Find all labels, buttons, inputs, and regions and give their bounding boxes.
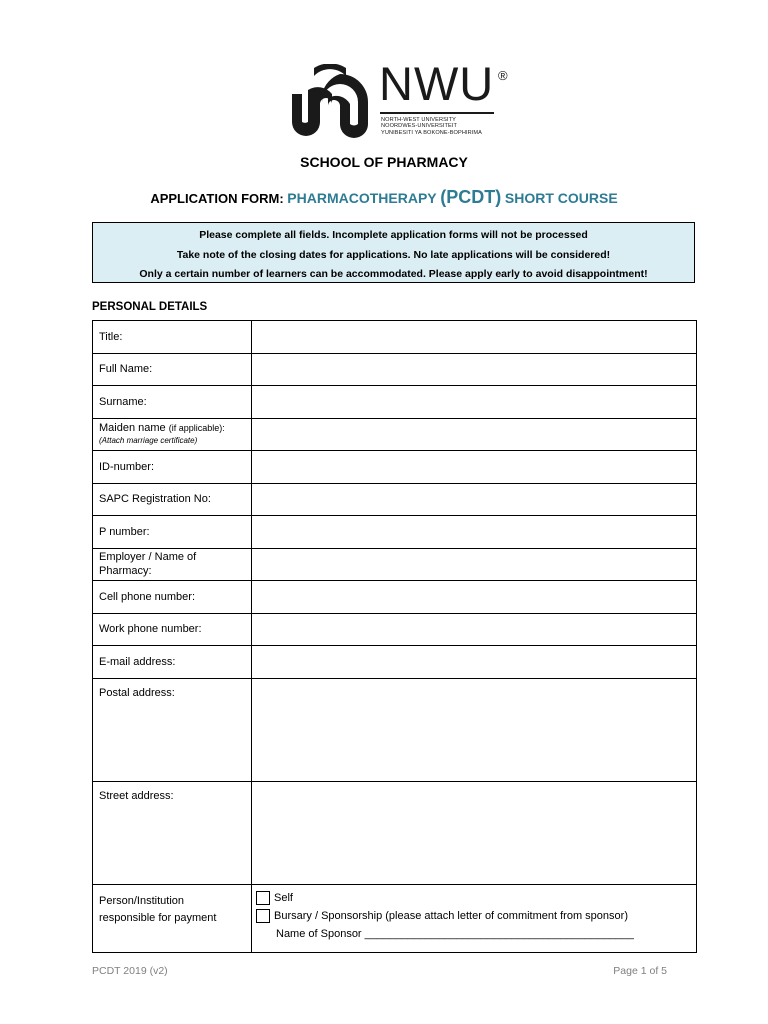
cell-phone-label: Cell phone number: xyxy=(93,581,252,614)
email-label: E-mail address: xyxy=(93,646,252,679)
table-row xyxy=(93,418,697,451)
table-row xyxy=(93,613,697,646)
table-row xyxy=(93,781,697,884)
street-address-field[interactable] xyxy=(252,781,697,884)
notice-box xyxy=(92,222,695,283)
logo-divider xyxy=(380,112,494,114)
payment-label: Person/Institution responsible for payment xyxy=(93,884,252,952)
payment-option-bursary xyxy=(256,907,692,925)
self-label: Self xyxy=(274,891,293,904)
title-label: Title: xyxy=(93,321,252,354)
table-row xyxy=(93,678,697,781)
bursary-label: Bursary / Sponsorship (please attach letter of commitment from sponsor) xyxy=(274,909,628,922)
employer-field[interactable] xyxy=(252,548,697,581)
nwu-logo xyxy=(290,57,512,142)
nwu-emblem-icon xyxy=(290,64,370,138)
notice-line: Take note of the closing dates for applications. No late applications will be considered! xyxy=(176,248,611,261)
table-row xyxy=(93,353,697,386)
table-row xyxy=(93,646,697,679)
p-number-label: P number: xyxy=(93,516,252,549)
notice-line: Only a certain number of learners can be accommodated. Please apply early to avoid disappointment! xyxy=(139,268,648,280)
footer-doc-id: PCDT 2019 (v2) xyxy=(92,965,168,977)
table-row xyxy=(93,581,697,614)
school-title: SCHOOL OF PHARMACY xyxy=(300,154,468,170)
bursary-checkbox[interactable] xyxy=(256,909,270,923)
table-row xyxy=(93,516,697,549)
sponsor-name-line[interactable]: Name of Sponsor ____________________________________________ xyxy=(276,927,634,940)
form-title xyxy=(0,187,768,208)
postal-address-field[interactable] xyxy=(252,678,697,781)
form-prefix: APPLICATION FORM: xyxy=(150,191,284,206)
id-number-field[interactable] xyxy=(252,451,697,484)
sapc-field[interactable] xyxy=(252,483,697,516)
table-row xyxy=(93,548,697,581)
table-row xyxy=(93,884,697,952)
postal-address-label: Postal address: xyxy=(93,678,252,781)
footer-page-number: Page 1 of 5 xyxy=(613,965,667,977)
section-heading: PERSONAL DETAILS xyxy=(92,301,208,313)
street-address-label: Street address: xyxy=(93,781,252,884)
p-number-field[interactable] xyxy=(252,516,697,549)
course-name: PHARMACOTHERAPY xyxy=(287,190,437,206)
table-row xyxy=(93,321,697,354)
employer-label: Employer / Name of Pharmacy: xyxy=(93,548,252,581)
table-row xyxy=(93,386,697,419)
full-name-field[interactable] xyxy=(252,353,697,386)
course-code: (PCDT) xyxy=(440,187,502,207)
logo-subtitle: NORTH-WEST UNIVERSITY NOORDWES-UNIVERSITEIT YUNIBESITI YA BOKONE-BOPHIRIMA xyxy=(381,117,483,136)
maiden-name-field[interactable] xyxy=(252,418,697,451)
table-row xyxy=(93,483,697,516)
registered-mark: ® xyxy=(498,68,508,83)
payment-option-self xyxy=(256,889,692,907)
personal-details-table xyxy=(92,320,697,953)
course-suffix: SHORT COURSE xyxy=(504,190,618,206)
work-phone-label: Work phone number: xyxy=(93,613,252,646)
sapc-label: SAPC Registration No: xyxy=(93,483,252,516)
cell-phone-field[interactable] xyxy=(252,581,697,614)
surname-field[interactable] xyxy=(252,386,697,419)
notice-line: Please complete all fields. Incomplete application forms will not be processed xyxy=(199,229,588,241)
full-name-label: Full Name: xyxy=(93,353,252,386)
payment-options xyxy=(252,884,697,952)
email-field[interactable] xyxy=(252,646,697,679)
logo-wordmark: NWU xyxy=(379,57,495,110)
self-checkbox[interactable] xyxy=(256,891,270,905)
table-row xyxy=(93,451,697,484)
surname-label: Surname: xyxy=(93,386,252,419)
work-phone-field[interactable] xyxy=(252,613,697,646)
id-number-label: ID-number: xyxy=(93,451,252,484)
title-field[interactable] xyxy=(252,321,697,354)
maiden-name-label: Maiden name (if applicable): (Attach marriage certificate) xyxy=(93,418,252,451)
